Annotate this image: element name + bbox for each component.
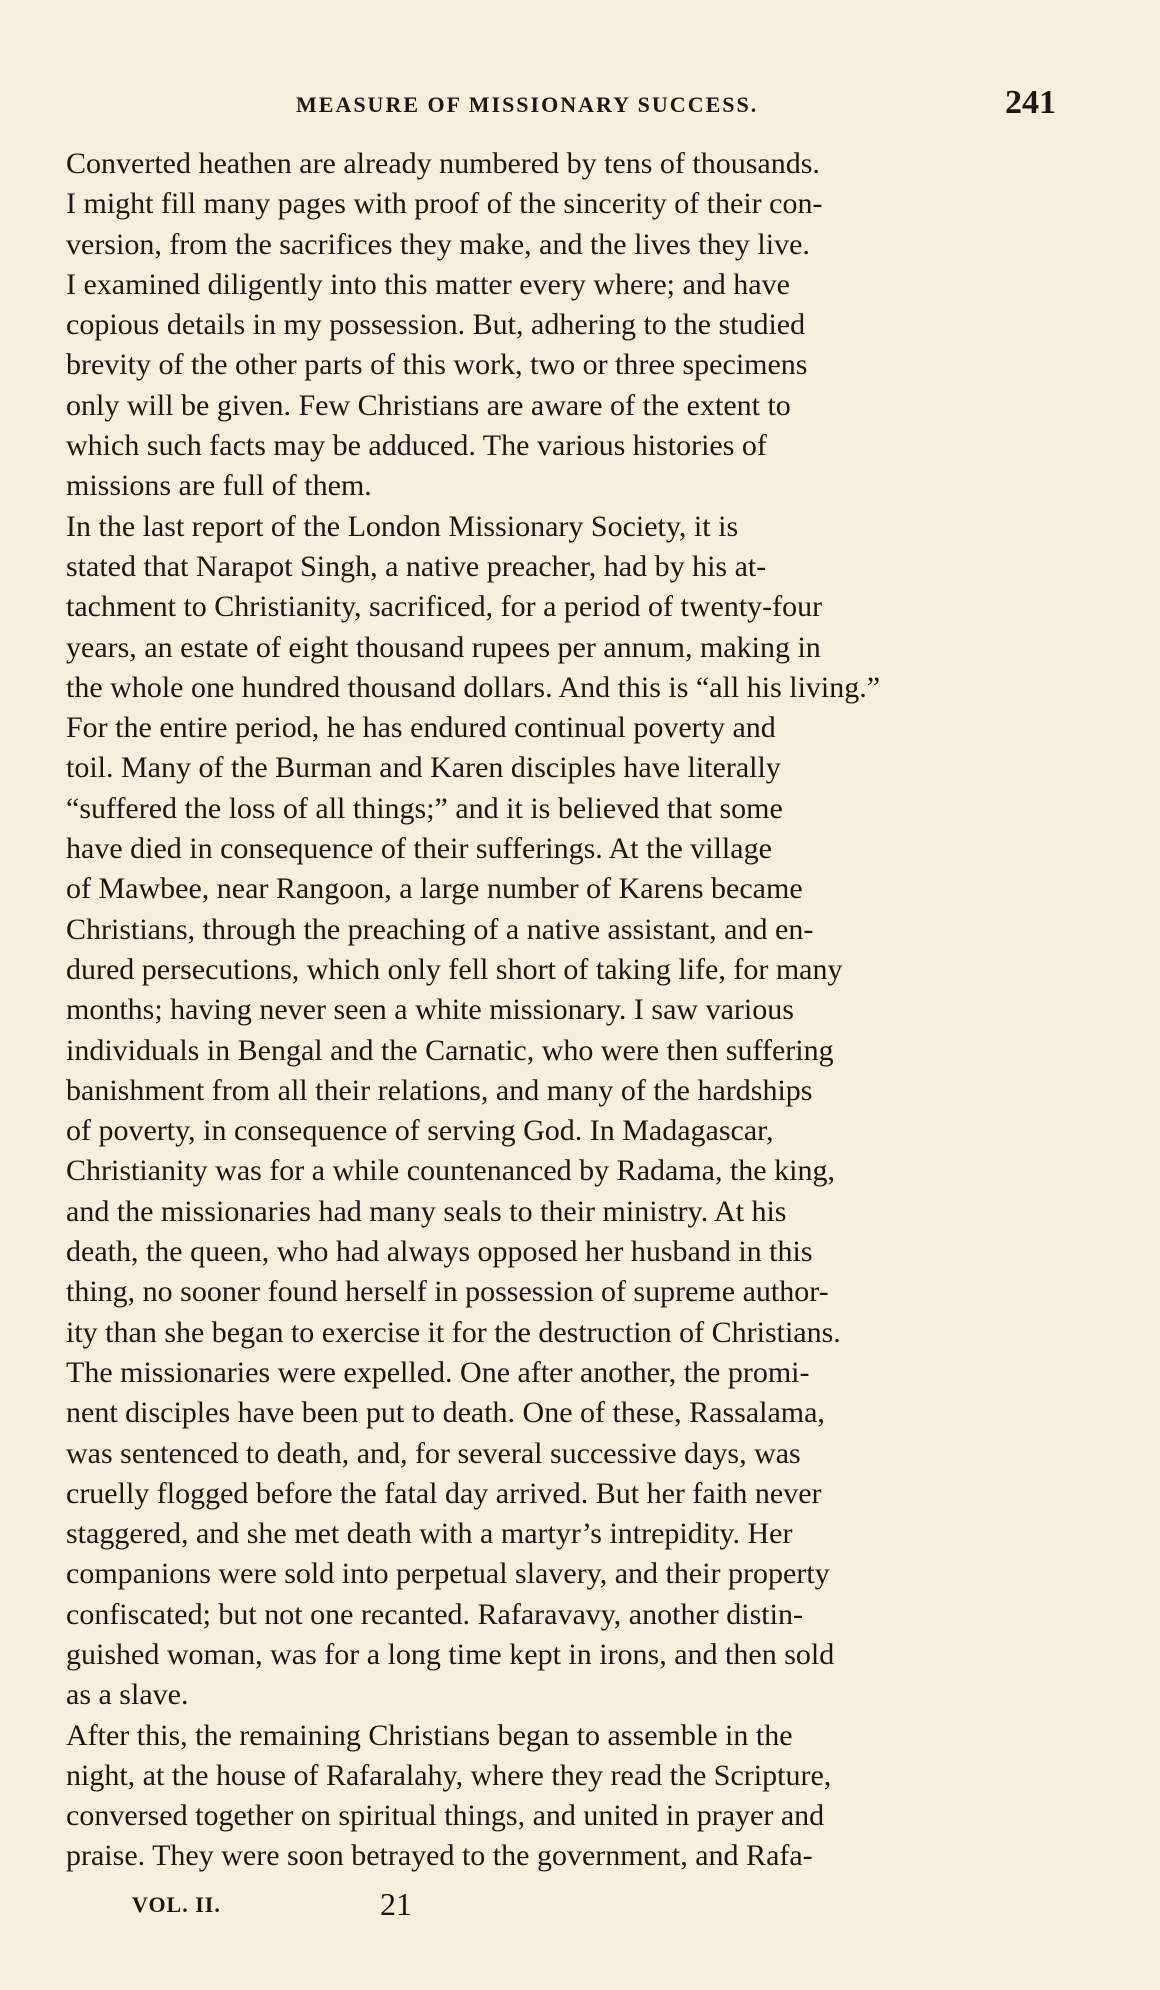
- text-line: After this, the remaining Christians began to assemble in the: [66, 1718, 793, 1752]
- text-line: Christianity was for a while countenanced by Radama, the king,: [66, 1154, 835, 1188]
- text-line: thing, no sooner found herself in possession of supreme author-: [66, 1275, 829, 1309]
- text-line: confiscated; but not one recanted. Rafaravavy, another distin-: [66, 1597, 803, 1631]
- text-line: The missionaries were expelled. One after another, the promi-: [66, 1355, 810, 1389]
- text-line: “suffered the loss of all things;” and it is believed that some: [66, 791, 783, 825]
- running-head: MEASURE OF MISSIONARY SUCCESS.: [296, 92, 759, 117]
- text-line: dured persecutions, which only fell short of taking life, for many: [66, 952, 843, 986]
- body-text: [66, 144, 1058, 1877]
- text-line: version, from the sacrifices they make, and the lives they live.: [66, 227, 810, 261]
- text-line: banishment from all their relations, and many of the hardships: [66, 1073, 813, 1107]
- text-line: night, at the house of Rafaralahy, where they read the Scripture,: [66, 1758, 832, 1792]
- volume-label: VOL. II.: [132, 1892, 221, 1917]
- page-footer: [132, 1886, 532, 1932]
- text-line: years, an estate of eight thousand rupees per annum, making in: [66, 630, 821, 664]
- page-number: 241: [1005, 84, 1056, 121]
- text-line: companions were sold into perpetual slavery, and their property: [66, 1557, 830, 1591]
- text-line: individuals in Bengal and the Carnatic, who were then suffering: [66, 1033, 834, 1067]
- text-line: ity than she began to exercise it for the destruction of Christians.: [66, 1315, 841, 1349]
- text-line: copious details in my possession. But, adhering to the studied: [66, 308, 806, 342]
- text-line: death, the queen, who had always opposed her husband in this: [66, 1235, 813, 1269]
- text-line: brevity of the other parts of this work, two or three specimens: [66, 348, 808, 382]
- text-line: I might fill many pages with proof of the sincerity of their con-: [66, 187, 823, 221]
- text-line: For the entire period, he has endured continual poverty and: [66, 711, 776, 745]
- text-line: praise. They were soon betrayed to the government, and Rafa-: [66, 1839, 813, 1873]
- text-line: In the last report of the London Missionary Society, it is: [66, 509, 739, 543]
- text-line: which such facts may be adduced. The various histories of: [66, 429, 767, 463]
- text-line: of poverty, in consequence of serving God. In Madagascar,: [66, 1114, 774, 1148]
- text-line: I examined diligently into this matter every where; and have: [66, 267, 790, 301]
- text-line: Converted heathen are already numbered by tens of thousands.: [66, 147, 820, 180]
- text-line: months; having never seen a white missionary. I saw various: [66, 993, 794, 1027]
- text-line: missions are full of them.: [66, 469, 372, 503]
- text-line: nent disciples have been put to death. One of these, Rassalama,: [66, 1396, 825, 1430]
- text-line: only will be given. Few Christians are aware of the extent to: [66, 388, 791, 422]
- text-line: toil. Many of the Burman and Karen disciples have literally: [66, 751, 781, 785]
- page-header: [296, 86, 1056, 126]
- text-line: guished woman, was for a long time kept in irons, and then sold: [66, 1637, 835, 1671]
- text-line: Christians, through the preaching of a native assistant, and en-: [66, 912, 814, 946]
- text-line: conversed together on spiritual things, and united in prayer and: [66, 1799, 825, 1833]
- signature-mark: 21: [380, 1886, 412, 1922]
- text-line: staggered, and she met death with a martyr’s intrepidity. Her: [66, 1517, 793, 1551]
- text-line: stated that Narapot Singh, a native preacher, had by his at-: [66, 549, 767, 583]
- text-line: and the missionaries had many seals to their ministry. At his: [66, 1194, 787, 1228]
- text-line: tachment to Christianity, sacrificed, for a period of twenty-four: [66, 590, 823, 624]
- text-line: the whole one hundred thousand dollars. And this is “all his living.”: [66, 670, 881, 704]
- text-line: was sentenced to death, and, for several successive days, was: [66, 1436, 801, 1470]
- text-line: cruelly flogged before the fatal day arrived. But her faith never: [66, 1476, 822, 1510]
- text-line: as a slave.: [66, 1678, 189, 1712]
- text-line: have died in consequence of their sufferings. At the village: [66, 832, 772, 866]
- text-line: of Mawbee, near Rangoon, a large number of Karens became: [66, 872, 803, 906]
